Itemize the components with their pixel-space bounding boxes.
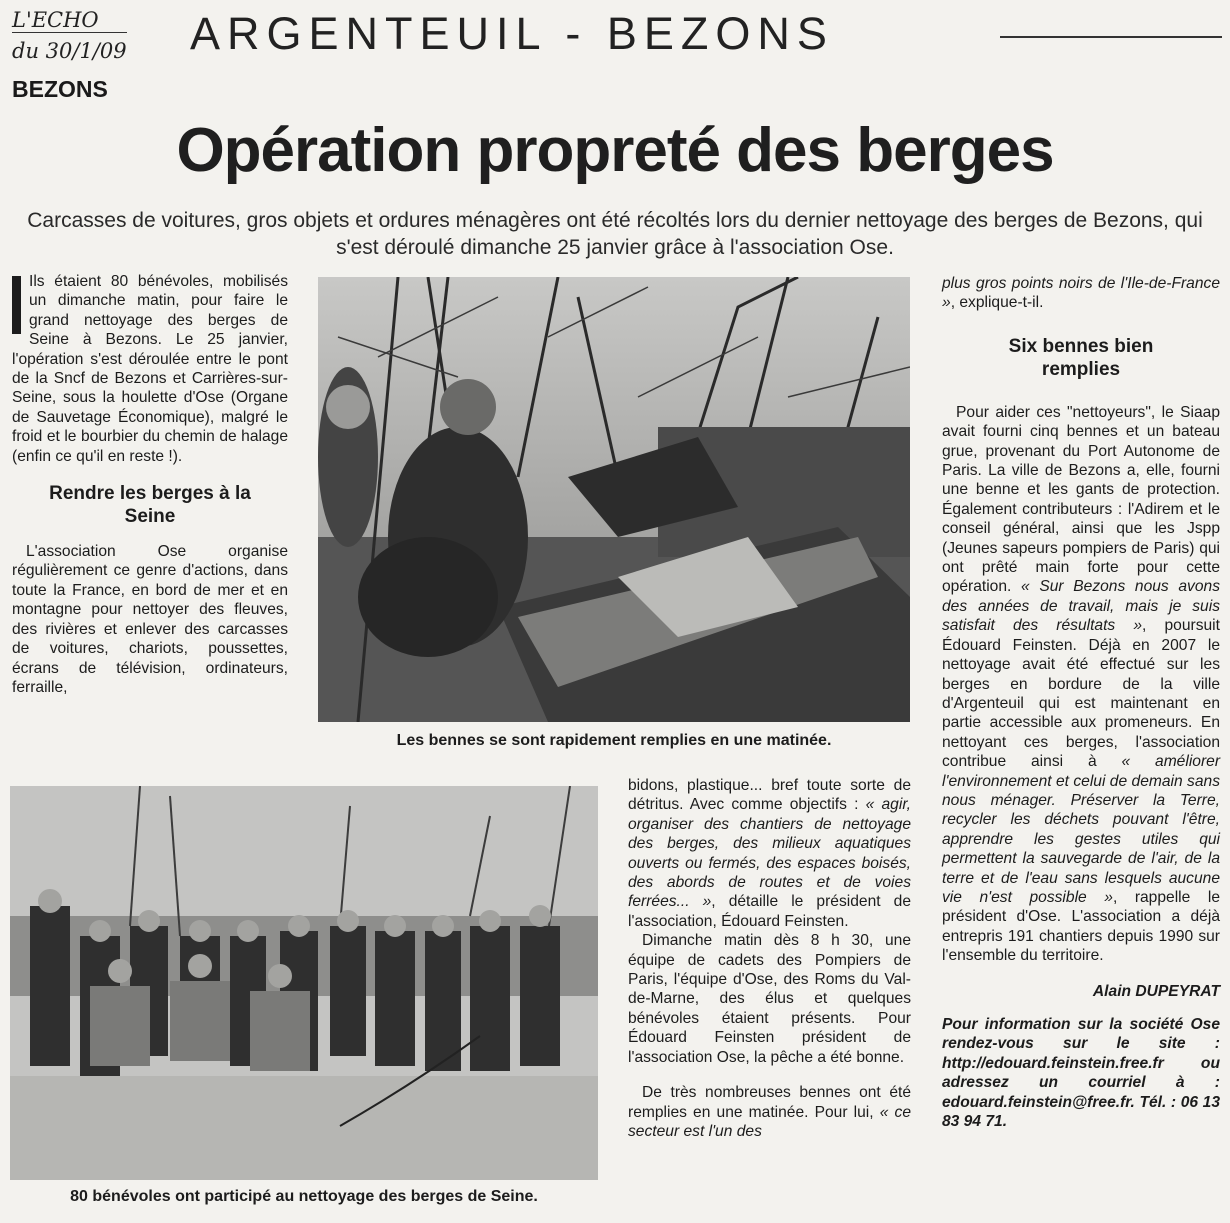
handwritten-date: du 30/1/09 — [12, 39, 127, 63]
column-1 — [12, 272, 288, 697]
byline: Alain DUPEYRAT — [1092, 982, 1220, 1000]
paragraph: Dimanche matin dès 8 h 30, une équipe de cadets des Pompiers de Paris, l'équipe d'Ose, des Roms du Val-de-Marne, des élus et quelques bénévoles étaient présents. Pour Édouard Feinsten président de l'association Ose, la pêche a été bonne. — [628, 932, 911, 1066]
lead-paragraph: Ils étaient 80 bénévoles, mobilisés un dimanche matin, pour faire le grand nettoyage des berges de Seine à Bezons. Le 25 janvier, l'opération s'est déroulée entre le pont de la Sncf de Bezons et Carrières-sur-Seine, sous la houlette d'Ose (Organe de Sauvetage Économique), malgré le froid et le bourbier du chemin de halage (enfin ce qu'il en reste !). — [12, 273, 288, 465]
section-rule — [1000, 36, 1222, 38]
paragraph: plus gros points noirs de l'Ile-de-France », explique-t-il. — [942, 275, 1220, 312]
photo-volunteers-caption: 80 bénévoles ont participé au nettoyage des berges de Seine. — [70, 1188, 538, 1205]
paragraph: L'association Ose organise régulièrement ce genre d'actions, dans toute la France, en bord de mer et en montagne pour nettoyer des fleuves, des rivières et enlever des carcasses de voitures, chariots, poussettes, écrans de télévision, ordinateurs, ferraille, — [12, 543, 288, 696]
section-title: ARGENTEUIL - BEZONS — [190, 8, 834, 59]
column-3 — [942, 274, 1220, 1131]
headline: Opération propreté des berges — [176, 116, 1054, 185]
handwritten-annotation — [12, 8, 127, 63]
photo-skips — [318, 277, 910, 722]
column-2 — [628, 776, 911, 1141]
paragraph: Pour aider ces "nettoyeurs", le Siaap avait fourni cinq bennes et un bateau grue, provenant du Port Autonome de Paris. La ville de Bezons a, elle, fourni une benne et les gants de protection. Également contributeurs : l'Adirem et le conseil général, ainsi que les Jspp (Jeunes sapeurs pompiers de Paris) qui ont prêté main forte pour cette opération. « Sur Bezons nous avons des années de travail, mais je suis satisfait des résultats », poursuit Édouard Feinsten. Déjà en 2007 le nettoyage avait été effectué sur les berges en bordure de la ville d'Argenteuil qui est maintenant en partie accessible aux promeneurs. En nettoyant ces berges, l'association contribue ainsi à « améliorer l'environnement et celui de demain sans nous ménager. Préserver la Terre, recycler les déchets pouvant l'être, apprendre les gestes utiles qui permettent la sauvegarde de l'air, de la terre et de l'eau sans lesquels aucune vie n'est possible », rappelle le président d'Ose. L'association a déjà entrepris 191 chantiers depuis 1990 sur l'ensemble du territoire. — [942, 403, 1221, 965]
kicker: BEZONS — [12, 76, 108, 102]
contact-info: Pour information sur la société Ose rendez-vous sur le site : http://edouard.feinstein.free.fr ou adressez un courriel à : edouard.feinstein@free.fr. Tél. : 06 13 83 94 71. — [942, 1016, 1220, 1131]
standfirst: Carcasses de voitures, gros objets et ordures ménagères ont été récoltés lors du dernier nettoyage des berges de Bezons, qui s'est déroulé dimanche 25 janvier grâce à l'association Ose. — [27, 209, 1203, 259]
drop-cap — [12, 276, 21, 334]
subhead-bennes: Six bennes bien remplies — [1008, 335, 1154, 380]
paragraph: bidons, plastique... bref toute sorte de détritus. Avec comme objectifs : « agir, organiser des chantiers de nettoyage des berges, des milieux aquatiques ouverts ou fermés, des espaces boisés, des abords de routes et de voies ferrées... », détaille le président de l'association, Édouard Feinsten. — [628, 777, 911, 930]
photo-skips-caption: Les bennes se sont rapidement remplies en une matinée. — [396, 732, 832, 749]
photo-skips-image — [318, 277, 910, 722]
subhead-berges: Rendre les berges à la Seine — [49, 483, 251, 528]
paragraph: De très nombreuses bennes ont été remplies en une matinée. Pour lui, « ce secteur est l'un des — [628, 1084, 912, 1140]
handwritten-source: L'ECHO — [12, 8, 127, 33]
photo-volunteers — [10, 786, 598, 1180]
photo-volunteers-image — [10, 786, 598, 1180]
